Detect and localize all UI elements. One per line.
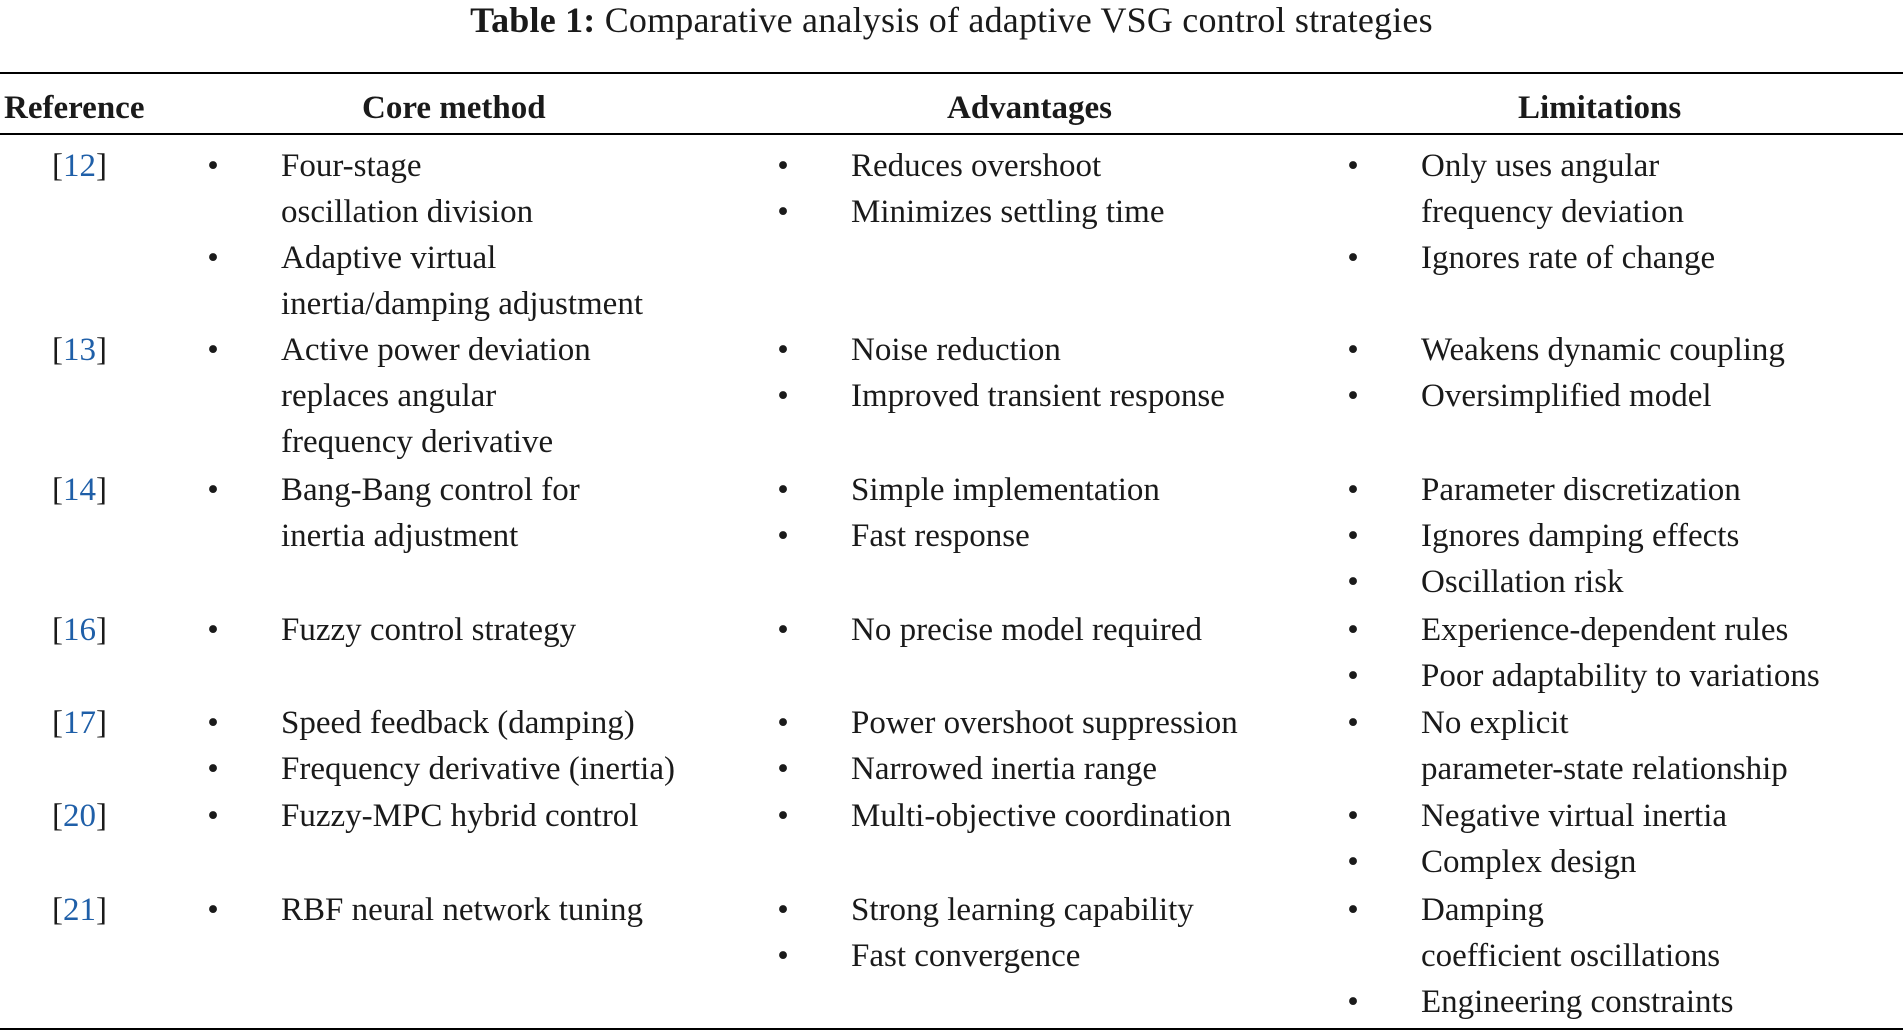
reference-link[interactable]: 16 bbox=[63, 612, 96, 648]
bullet-icon: • bbox=[777, 938, 789, 974]
bullet-icon: • bbox=[207, 751, 219, 787]
bullet-icon: • bbox=[777, 194, 789, 230]
reference-cell: [13] bbox=[52, 332, 107, 368]
limitations-cell bbox=[1343, 327, 1785, 419]
reference-cell: [21] bbox=[52, 892, 107, 928]
bullet-item bbox=[203, 467, 580, 559]
table-bottom-rule bbox=[0, 1028, 1903, 1030]
bullet-item bbox=[773, 513, 1160, 559]
bullet-text: Strong learning capability bbox=[851, 892, 1194, 928]
header-reference: Reference bbox=[4, 90, 145, 126]
bullet-icon: • bbox=[1347, 612, 1359, 648]
bullet-icon: • bbox=[207, 612, 219, 648]
bullet-text: No explicit parameter-state relationship bbox=[1421, 705, 1788, 787]
bullet-text: Improved transient response bbox=[851, 378, 1225, 414]
bullet-item bbox=[1343, 235, 1715, 281]
bullet-item bbox=[773, 143, 1164, 189]
bullet-item bbox=[1343, 839, 1727, 885]
bullet-text: Frequency derivative (inertia) bbox=[281, 751, 675, 787]
bullet-item bbox=[773, 607, 1202, 653]
reference-link[interactable]: 21 bbox=[63, 892, 96, 928]
bullet-icon: • bbox=[1347, 240, 1359, 276]
reference-link[interactable]: 17 bbox=[63, 705, 96, 741]
bullet-text: Complex design bbox=[1421, 844, 1637, 880]
bullet-item bbox=[203, 235, 643, 327]
table-top-rule bbox=[0, 72, 1903, 74]
bullet-item bbox=[773, 467, 1160, 513]
bullet-icon: • bbox=[1347, 148, 1359, 184]
bullet-icon: • bbox=[1347, 798, 1359, 834]
reference-cell: [17] bbox=[52, 705, 107, 741]
bullet-text: Simple implementation bbox=[851, 472, 1160, 508]
bullet-text: Fast response bbox=[851, 518, 1030, 554]
bullet-icon: • bbox=[777, 518, 789, 554]
bullet-text: Fast convergence bbox=[851, 938, 1081, 974]
bullet-icon: • bbox=[777, 705, 789, 741]
bullet-icon: • bbox=[1347, 332, 1359, 368]
table-header-rule bbox=[0, 133, 1903, 135]
bullet-text: Four-stage oscillation division bbox=[281, 148, 534, 230]
bullet-item bbox=[773, 373, 1225, 419]
bullet-item bbox=[773, 327, 1225, 373]
limitations-cell bbox=[1343, 793, 1727, 885]
reference-link[interactable]: 12 bbox=[63, 148, 96, 184]
bullet-icon: • bbox=[1347, 658, 1359, 694]
bullet-item bbox=[1343, 467, 1741, 513]
bullet-item bbox=[1343, 327, 1785, 373]
bullet-text: Active power deviation replaces angular frequency derivative bbox=[281, 332, 591, 460]
table-caption-label: Table 1: bbox=[470, 0, 596, 40]
advantages-cell bbox=[773, 793, 1231, 839]
core-method-cell bbox=[203, 467, 580, 559]
bullet-text: Only uses angular frequency deviation bbox=[1421, 148, 1684, 230]
reference-cell: [14] bbox=[52, 472, 107, 508]
bullet-item bbox=[203, 327, 591, 465]
limitations-cell bbox=[1343, 467, 1741, 605]
header-limitations: Limitations bbox=[1518, 90, 1682, 126]
reference-link[interactable]: 14 bbox=[63, 472, 96, 508]
bullet-icon: • bbox=[1347, 984, 1359, 1020]
header-advantages: Advantages bbox=[947, 90, 1113, 126]
limitations-cell bbox=[1343, 887, 1734, 1025]
bullet-item bbox=[203, 607, 576, 653]
bullet-icon: • bbox=[777, 378, 789, 414]
reference-cell: [20] bbox=[52, 798, 107, 834]
bullet-item bbox=[773, 887, 1194, 933]
bullet-item bbox=[1343, 373, 1785, 419]
limitations-cell bbox=[1343, 607, 1820, 699]
bullet-text: Fuzzy-MPC hybrid control bbox=[281, 798, 639, 834]
bullet-item bbox=[203, 887, 643, 933]
bullet-text: Oscillation risk bbox=[1421, 564, 1624, 600]
advantages-cell bbox=[773, 143, 1164, 235]
table-caption-text: Comparative analysis of adaptive VSG control strategies bbox=[604, 0, 1433, 40]
header-core-method: Core method bbox=[362, 90, 546, 126]
bullet-text: Weakens dynamic coupling bbox=[1421, 332, 1785, 368]
bullet-text: Oversimplified model bbox=[1421, 378, 1712, 414]
advantages-cell bbox=[773, 700, 1238, 792]
bullet-icon: • bbox=[207, 798, 219, 834]
bullet-icon: • bbox=[777, 612, 789, 648]
bullet-text: Engineering constraints bbox=[1421, 984, 1734, 1020]
bullet-text: Minimizes settling time bbox=[851, 194, 1165, 230]
bullet-item bbox=[203, 143, 643, 235]
bullet-item bbox=[203, 793, 638, 839]
bullet-text: Reduces overshoot bbox=[851, 148, 1102, 184]
bullet-text: Noise reduction bbox=[851, 332, 1061, 368]
bullet-icon: • bbox=[777, 798, 789, 834]
bullet-icon: • bbox=[777, 332, 789, 368]
bullet-icon: • bbox=[1347, 844, 1359, 880]
bullet-text: Adaptive virtual inertia/damping adjustment bbox=[281, 240, 644, 322]
bullet-text: Fuzzy control strategy bbox=[281, 612, 577, 648]
bullet-icon: • bbox=[777, 472, 789, 508]
table-caption bbox=[0, 0, 1903, 40]
bullet-text: Speed feedback (damping) bbox=[281, 705, 635, 741]
bullet-text: RBF neural network tuning bbox=[281, 892, 644, 928]
bullet-icon: • bbox=[207, 892, 219, 928]
bullet-item bbox=[1343, 607, 1820, 653]
bullet-text: Narrowed inertia range bbox=[851, 751, 1158, 787]
bullet-item bbox=[1343, 979, 1734, 1025]
advantages-cell bbox=[773, 467, 1160, 559]
bullet-item bbox=[773, 933, 1194, 979]
bullet-item bbox=[1343, 653, 1820, 699]
bullet-text: No precise model required bbox=[851, 612, 1202, 648]
bullet-text: Multi-objective coordination bbox=[851, 798, 1232, 834]
bullet-item bbox=[1343, 887, 1734, 979]
reference-cell: [12] bbox=[52, 148, 107, 184]
core-method-cell bbox=[203, 887, 643, 933]
bullet-text: Parameter discretization bbox=[1421, 472, 1741, 508]
bullet-text: Bang-Bang control for inertia adjustment bbox=[281, 472, 580, 554]
limitations-cell bbox=[1343, 143, 1715, 281]
bullet-icon: • bbox=[777, 892, 789, 928]
core-method-cell bbox=[203, 793, 638, 839]
bullet-icon: • bbox=[1347, 472, 1359, 508]
advantages-cell bbox=[773, 327, 1225, 419]
bullet-item bbox=[773, 746, 1238, 792]
bullet-icon: • bbox=[777, 751, 789, 787]
reference-link[interactable]: 20 bbox=[63, 798, 96, 834]
bullet-item bbox=[773, 793, 1231, 839]
bullet-icon: • bbox=[1347, 705, 1359, 741]
bullet-text: Damping coefficient oscillations bbox=[1421, 892, 1721, 974]
bullet-item bbox=[1343, 559, 1741, 605]
bullet-item bbox=[203, 746, 675, 792]
advantages-cell bbox=[773, 607, 1202, 653]
bullet-item bbox=[1343, 700, 1788, 792]
bullet-icon: • bbox=[777, 148, 789, 184]
core-method-cell bbox=[203, 607, 576, 653]
bullet-text: Ignores rate of change bbox=[1421, 240, 1716, 276]
bullet-icon: • bbox=[207, 240, 219, 276]
bullet-icon: • bbox=[1347, 564, 1359, 600]
core-method-cell bbox=[203, 700, 675, 792]
bullet-icon: • bbox=[1347, 892, 1359, 928]
bullet-icon: • bbox=[1347, 378, 1359, 414]
advantages-cell bbox=[773, 887, 1194, 979]
bullet-text: Ignores damping effects bbox=[1421, 518, 1740, 554]
bullet-text: Experience-dependent rules bbox=[1421, 612, 1789, 648]
core-method-cell bbox=[203, 143, 643, 327]
reference-cell: [16] bbox=[52, 612, 107, 648]
bullet-icon: • bbox=[207, 472, 219, 508]
limitations-cell bbox=[1343, 700, 1788, 792]
bullet-item bbox=[1343, 793, 1727, 839]
bullet-text: Negative virtual inertia bbox=[1421, 798, 1728, 834]
bullet-icon: • bbox=[207, 705, 219, 741]
bullet-item bbox=[203, 700, 675, 746]
bullet-item bbox=[1343, 513, 1741, 559]
bullet-item bbox=[773, 700, 1238, 746]
bullet-icon: • bbox=[207, 332, 219, 368]
bullet-item bbox=[773, 189, 1164, 235]
bullet-icon: • bbox=[207, 148, 219, 184]
bullet-text: Poor adaptability to variations bbox=[1421, 658, 1820, 694]
bullet-text: Power overshoot suppression bbox=[851, 705, 1238, 741]
core-method-cell bbox=[203, 327, 591, 465]
reference-link[interactable]: 13 bbox=[63, 332, 96, 368]
bullet-item bbox=[1343, 143, 1715, 235]
bullet-icon: • bbox=[1347, 518, 1359, 554]
